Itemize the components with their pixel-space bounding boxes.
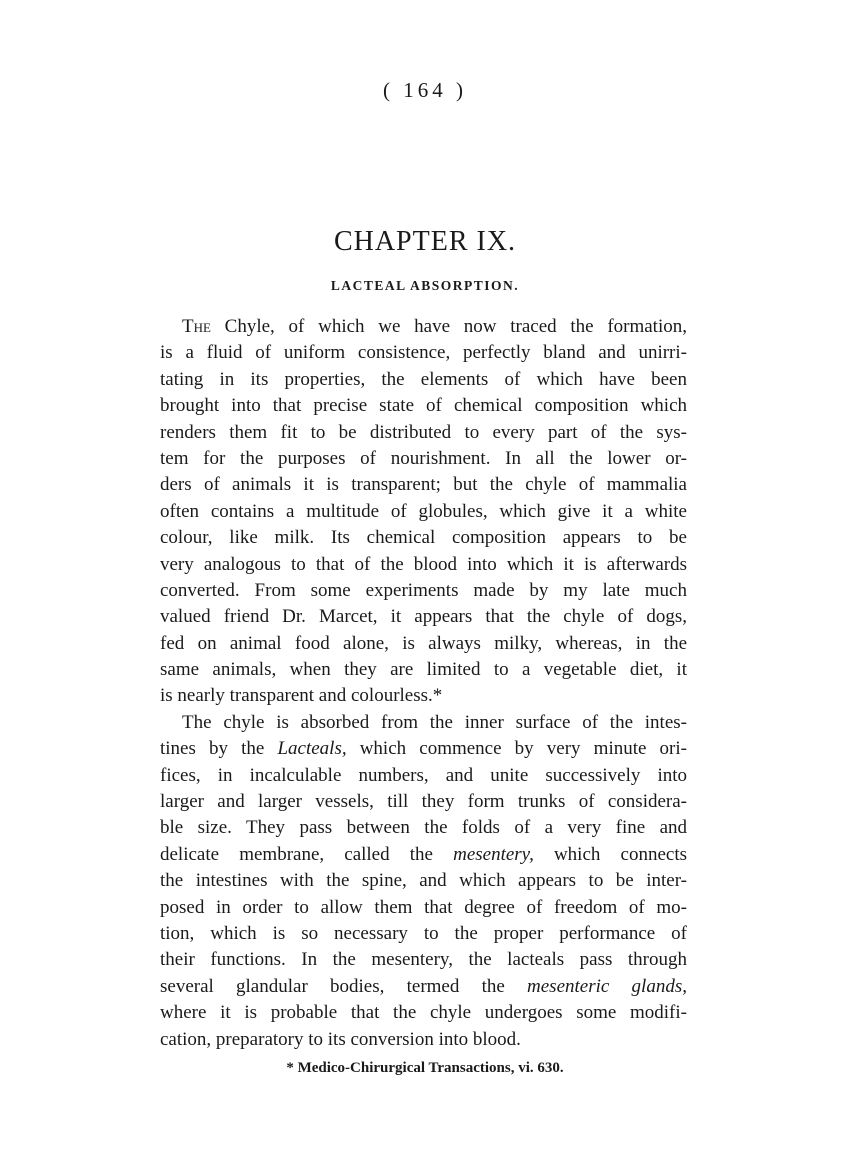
text-run: fed on animal food alone, is always milky, whereas, in the	[160, 632, 687, 654]
text-run: often contains a multitude of globules, which give it a white	[160, 500, 687, 522]
text-line	[160, 683, 687, 709]
text-line	[160, 446, 687, 472]
text-run: renders them fit to be distributed to every part of the sys-	[160, 421, 687, 443]
text-run: their functions. In the mesentery, the lacteals pass through	[160, 949, 687, 971]
text-line	[160, 420, 687, 446]
text-run: fices, in incalculable numbers, and unite successively into	[160, 764, 687, 786]
text-line	[160, 921, 687, 947]
text-run: same animals, when they are limited to a vegetable diet, it	[160, 659, 687, 681]
text-run: tion, which is so necessary to the proper performance of	[160, 922, 687, 944]
text-run: Chyle, of which we have now traced the formation,	[210, 316, 687, 337]
italic-term: mesentery,	[453, 843, 534, 865]
text-run: delicate membrane, called the	[160, 843, 454, 865]
text-run: brought into that precise state of chemical composition which	[160, 395, 687, 417]
page-number: ( 164 )	[383, 78, 467, 102]
text-line	[160, 1000, 687, 1026]
text-line	[160, 974, 687, 1000]
text-line	[160, 1027, 687, 1053]
text-run: the intestines with the spine, and which appears to be inter-	[160, 870, 687, 892]
text-line	[160, 947, 687, 973]
text-run: where it is probable that the chyle undergoes some modifi-	[160, 1002, 687, 1024]
text-line	[160, 552, 687, 578]
text-run: posed in order to allow them that degree of freedom of mo-	[160, 896, 687, 918]
text-line	[160, 604, 687, 630]
text-line	[160, 895, 687, 921]
text-run: converted. From some experiments made by my late much	[160, 579, 687, 601]
text-line	[160, 842, 687, 868]
text-run: The chyle is absorbed from the inner surface of the intes-	[182, 711, 687, 733]
text-run: cation, preparatory to its conversion into blood.	[160, 1028, 521, 1050]
text-line	[160, 710, 687, 736]
text-line	[160, 340, 687, 366]
text-line	[160, 367, 687, 393]
footnote: * Medico-Chirurgical Transactions, vi. 630.	[286, 1060, 564, 1076]
text-run: very analogous to that of the blood into which it is afterwards	[160, 553, 687, 575]
text-line	[160, 736, 687, 762]
text-line	[160, 763, 687, 789]
text-line	[160, 631, 687, 657]
text-run: larger and larger vessels, till they form trunks of considera-	[160, 791, 687, 813]
text-line	[160, 815, 687, 841]
italic-term: Lacteals,	[277, 738, 347, 760]
text-line	[160, 393, 687, 419]
text-run: colour, like milk. Its chemical composition appears to be	[160, 527, 687, 549]
text-line	[160, 868, 687, 894]
text-run: is nearly transparent and colourless.*	[160, 685, 443, 707]
text-run: The	[182, 316, 211, 337]
text-line	[160, 314, 687, 340]
text-line	[160, 525, 687, 551]
text-line	[160, 657, 687, 683]
text-line	[160, 472, 687, 498]
text-run: ders of animals it is transparent; but the chyle of mammalia	[160, 474, 687, 496]
chapter-title: CHAPTER IX.	[333, 226, 517, 257]
section-title: LACTEAL ABSORPTION.	[330, 278, 520, 293]
body-text	[160, 314, 687, 1053]
italic-term: mesenteric glands,	[527, 975, 687, 997]
text-line	[160, 499, 687, 525]
text-line	[160, 789, 687, 815]
text-line	[160, 578, 687, 604]
text-run: ble size. They pass between the folds of a very fine and	[160, 817, 687, 839]
text-run: is a fluid of uniform consistence, perfectly bland and unirri-	[160, 342, 687, 364]
text-run: tines by the	[160, 738, 278, 760]
text-run: which commence by very minute ori-	[346, 738, 687, 760]
text-run: tem for the purposes of nourishment. In all the lower or-	[160, 447, 687, 469]
text-run: valued friend Dr. Marcet, it appears that the chyle of dogs,	[160, 606, 687, 628]
text-run: which connects	[533, 843, 687, 865]
text-run: tating in its properties, the elements of which have been	[160, 368, 687, 390]
text-run: several glandular bodies, termed the	[160, 975, 528, 997]
